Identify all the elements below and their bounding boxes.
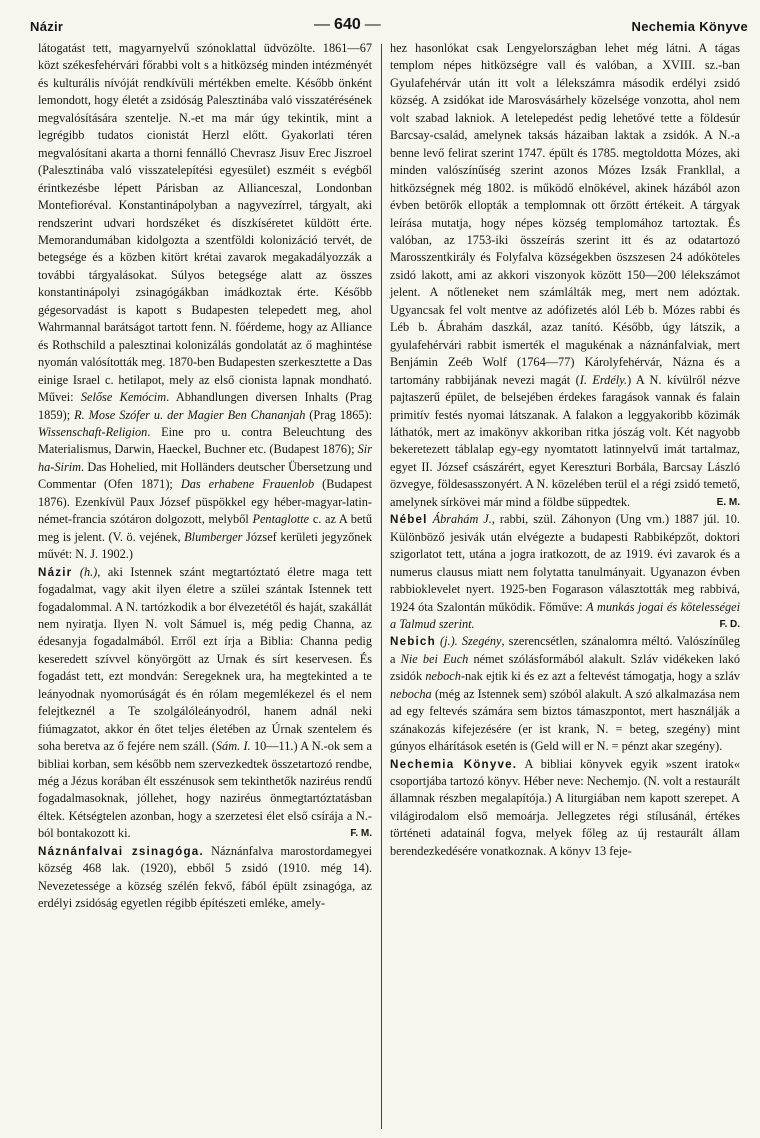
text-run: 10—11.) A N.-ok sem a bibliai korban, sem később nem szervezkedtek összetartozó rendbe, még a Jézus korában élt esszénusok sem tekinthetők naziréus rendű fogadalmasoknak, jóllehet, hogy naziréus önmegtartóztatásban éltek. Kétségtelen azonban, hogy a szerzetesi élet első csírája a N.-ból bontakozott ki. bbox=[38, 739, 372, 841]
entry-nebel bbox=[390, 511, 740, 633]
entry-nechemia bbox=[390, 756, 740, 861]
entry-nazir bbox=[38, 564, 372, 843]
work-title: Sir ha-Sirim bbox=[38, 442, 372, 474]
text-run: . Eine pro u. contra Beleuchtung des Materialismus, Darwin, Haeckel, Buchner etc. (Budapest 1876); bbox=[38, 424, 372, 457]
term: neboch bbox=[425, 669, 461, 684]
text-run: A bibliai könyvek egyik »szent iratok« csoportjába tartozó könyv. Héber neve: Nechemjo. (N. volt a restaurált államnak részben megalapítója.) A liturgiában nem kapott szerepet. A világirodalom első memoárja. Jellegzetes régi stílusánál, értékes történeti adatainál fogva, melyek főleg az új restaurált állam berendezkedésére vonatkoznak. A könyv 13 feje- bbox=[390, 756, 740, 858]
entry-naznanfalvai-cont bbox=[390, 40, 740, 511]
entry-naznanfalvai bbox=[38, 843, 372, 913]
text-run: , rabbi, szül. Záhonyon (Ung vm.) 1887 júl. 10. Különböző jesivák után elvégezte a budapesti Rabbiképzőt, doktori szigorlatot tett, utána a jogra iratkozott, de az 1919. évi zavarok és a numerus clausus miatt nem folytatta tanulmányait. Ugyanazon évben rabbioklevelet nyert. 1925-ben Fogarason választották meg rabbivá, 1924 óta Szalontán működik. Főműve: bbox=[390, 512, 740, 614]
entry-headword: Nebich bbox=[390, 635, 436, 649]
entry-headword: Nechemia Könyve. bbox=[390, 757, 518, 771]
text-run: Náznánfalva marostordamegyei község 468 lak. (1920), ebből 5 zsidó (1910. még 14). Nevezetessége a község szélén fekvő, fából épült zsinagóga, az erdélyi zsidóság egyetlen régibb építészeti emléke, amely- bbox=[38, 843, 372, 911]
text-run: . Das Hohelied, mit Holländers deutscher Übersetzung und Commentar (Ofen 1871); bbox=[38, 459, 372, 492]
work-title: R. Mose Szófer u. der Magier Ben Chananjah bbox=[74, 407, 306, 422]
term: Szegény bbox=[461, 634, 502, 649]
bible-ref: Sám. I. bbox=[215, 739, 251, 754]
text-run: , szerencsétlen, szánalomra méltó. Valószínűleg a bbox=[390, 634, 741, 666]
text-run: (még az Istennek sem) szóból alakult. A szó alkalmazása nem ad egy feltevés számára sem biztos támaszpontot, mert használják a szánakozás kifejezésére (er ist krank, N. = beteg, szegény) mint gúnyos elhárítások esetén is (Geld will er N. = pénzt akar szegény). bbox=[390, 686, 740, 754]
right-column bbox=[390, 40, 740, 860]
text-run: József kerületi jegyzőnek művét: N. J. 1902.) bbox=[38, 529, 372, 562]
text-run: német szólásformából alakult. Szláv vidékeken lakó zsidók bbox=[390, 651, 740, 684]
text-run: -nak ejtik ki és ez azt a feltevést támogatja, hogy a szláv bbox=[460, 669, 740, 684]
page-number-value: 640 bbox=[334, 16, 361, 33]
text-run: c. az A betű meg is jelent. (V. ö. vejének, bbox=[38, 512, 372, 544]
left-column bbox=[38, 40, 372, 913]
language-abbr: (h.) bbox=[72, 564, 98, 579]
text-run: , aki Istennek szánt megtartóztató életre maga tett fogadalmat, vagy akit ilyen életre a szülei szántak Istennek tett fogadalommal. A N. tartózkodik a bor élvezetétől és haját, szakállát nem nyiratja. Ilyen N. volt Sámuel is, még pedig Channa, az édesanyja fogadalmából. Erről ezt írja a Biblia: Channa pedig keseredett szívvel könyörgött az Urnak és sírt keservesen. És fogadást tett, ezt mondván: Seregeknek ura, ha megtekinted a te leányodnak nyomorúságát és én rólam megemlékezel és el nem felejtkeznél a Te szolgálóleányodról, hanem adnál neki fiúmagzatot, akkor én őtet teljes életében az Úrnak szentelem és soha beretva az ő fejére nem száll. ( bbox=[38, 564, 372, 754]
author-signature: F. D. bbox=[719, 618, 740, 630]
language-abbr: (j.). bbox=[439, 634, 458, 649]
entry-forename: Ábrahám J. bbox=[432, 512, 492, 527]
text-run: . Abhandlungen diversen Inhalts (Prag 1859); bbox=[38, 390, 372, 422]
work-title: Selőse Kemócim bbox=[80, 390, 167, 405]
running-header bbox=[30, 10, 748, 34]
text-run: (Budapest 1876). Ezenkívül Paux József püspökkel egy héber-magyar-latin-német-francia szótáron dolgozott, melyből bbox=[38, 477, 373, 527]
entry-headword: Nébel bbox=[390, 513, 428, 527]
term: Nie bei Euch bbox=[400, 651, 469, 666]
entry-headword: Náznánfalvai zsinagóga. bbox=[38, 844, 204, 858]
work-title: Wissenschaft-Religion bbox=[38, 424, 148, 439]
cross-ref: I. Erdély. bbox=[579, 372, 628, 387]
work-title: Das erhabene Frauenlob bbox=[180, 477, 315, 492]
term: nebocha bbox=[390, 686, 432, 701]
author-signature: F. M. bbox=[350, 828, 372, 840]
text-run: hez hasonlókat csak Lengyelországban lehet még látni. A tágas templom népes hitközségre vall és valóban, a XVIII. sz.-ban Gyulafehérvár után itt volt a lélekszámra második erdélyi zsidó község. A zsidókat ide Marosvásárhely közelsége vonzotta, ahol nem volt szabad lakniok. A letelepedést pedig lehetővé tette a földesúr Barcsay-család, amelynek taksás házaiban laktak a zsidók. A N.-a benne levő felirat szerint 1747. épült és 1785. megtoldotta Mózes, aki minden valószínűség szerint azonos Mózes Izsák Frankllal, a hitközségnek még 1802. is működő elnökével, akinek házából azon évben betörők ellopták a templomnak ott őrzött értékeit. A tárgyak leírása mutatja, hogy népes község templomához tartoztak. És valóban, az 1753-iki összeírás szerint itt és az odatartozó Marosszentkirály és Folyfalva községekben öszszesen 24 adóköteles zsidó lakott, ami az akkori viszonyok között 150—200 lélekszámot jelent. A nőtleneket nem számlálták meg, mert nem adóztak. Ugyancsak fel volt mentve az adófizetés alól Léb b. Mózes rabbi és Léb b. Ábrahám daszkál, azaz tanító. Később, úgy látszik, a gyulafehérvári rabbit ismerték el magukénak a náznánfalviak, mert Benjámin Zeéb Wolf (1764—77) Károlyfehérvár, Názna és a tartomány rabbijának nevezi magát ( bbox=[390, 41, 740, 387]
work-title: Blumberger bbox=[184, 529, 243, 544]
header-right-keyword: Nechemia Könyve bbox=[631, 19, 748, 34]
work-title: Pentaglotte bbox=[252, 512, 310, 527]
page-number: — 640 — bbox=[314, 16, 381, 33]
header-left-keyword: Názir bbox=[30, 19, 64, 34]
author-signature: E. M. bbox=[716, 496, 740, 508]
entry-continuation bbox=[38, 40, 372, 564]
entry-headword: Názir bbox=[38, 565, 73, 579]
text-run: látogatást tett, magyarnyelvű szónoklattal üdvözölte. 1861—67 közt székesfehérvári főrabbi volt s a hitközség minden intézményét és kulturális nívóját rendkívüli mértékben emelte. Később önként lemondott, hogy életét a zsidóság Palesztinába való visszatérésének megvalósítására szentelje. N.-et ma már úgy tekintik, mint a legrégibb tudatos cionistát Herzl előtt. Gyakorlati téren megvalósítani akarta a thorni fennálló Chevrasz Jisuv Erec Jiszroel (Palesztinába való visszatelepítési egyesület) eszméit s evégből érintkezésbe lépett Párisban az Allianceszal, Londonban Montefioréval. Konstantinápolyban a nagyvezírrel, tárgyalt, aki rendszerint udvari hordszéket és díszkíséretet küldött érte. Memorandumában kidolgozta a szentföldi kolonizáció tervét, de betegsége és a közben kitört krétai zavarok megakadályozzák a további tárgyalásokat. Súlyos betegsége alatt az összes konstantinápolyi zsinagógákban imádkoztak érte. Később gégesorvadást is kapott s Budapesten telepedett meg, ahol Wahrmannal barátságot tartott fenn. N. főérdeme, hogy az Alliance és Rothschild a palesztinai kolonizálás gondolatát az ő maghintése nyomán valósították meg. 1870-ben Budapesten szerkesztette a Das einige Israel c. hetilapot, mely az első cionista lapnak mondható. Művei: bbox=[38, 41, 372, 405]
column-divider bbox=[381, 44, 382, 1129]
text-run: (Prag 1865): bbox=[305, 407, 373, 422]
entry-nebich bbox=[390, 633, 740, 755]
work-title: A munkás jogai és kötelességei a Talmud szerint. bbox=[390, 599, 740, 631]
text-run: ) A N. kívülről nézve pajtaszerű épület, de belsejében érdekes faragások vannak és falain primitív festés nyomai látszanak. A falakon a leggyakoribb közimák láthatók, mert az imakönyv akkoriban ritka jószág volt. Két nagyobb bekeretezett táblalap egy-egy nyomtatott latinnyelvű imát tartalmaz, egyet II. József császárért, egyet Kereszturi Borbála, Barcsay László özvegye, földesasszonyért. A N. közelében terül el a régi zsidó temető, amelynek sírkövei már mind a földbe süppedtek. bbox=[390, 372, 740, 509]
